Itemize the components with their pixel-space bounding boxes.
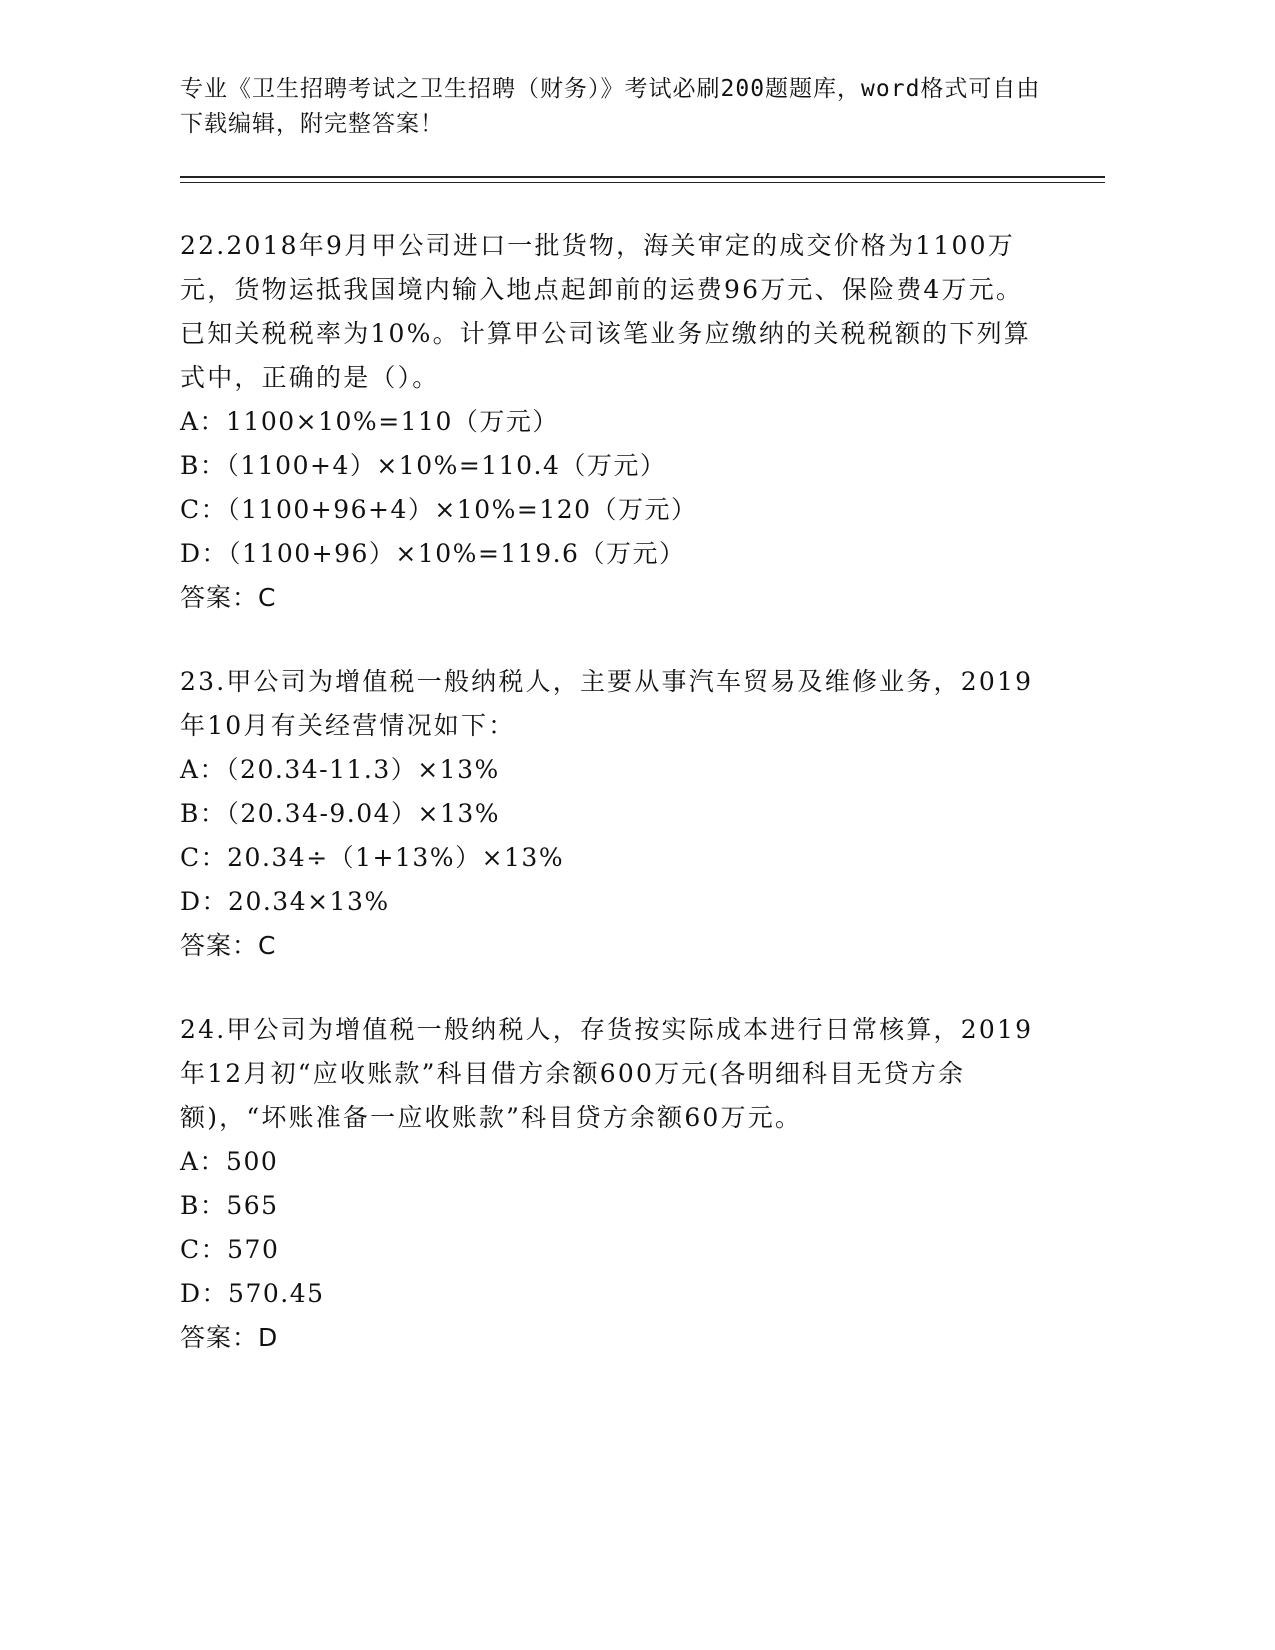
option-d: D：（1100+96）×10%=119.6（万元） [180,539,686,568]
option-c: C：570 [180,1235,280,1264]
question-stem: 24.甲公司为增值税一般纳税人，存货按实际成本进行日常核算，2019年12月初“应收账款”科目借方余额600万元(各明细科目无贷方余额)，“坏账准备一应收账款”科目贷方余额60万元。 [180,1015,1034,1132]
option-a: A：1100×10%=110（万元） [180,407,559,436]
option-b: B：（1100+4）×10%=110.4（万元） [180,451,667,480]
option-a: A：500 [180,1147,279,1176]
question-stem: 23.甲公司为增值税一般纳税人，主要从事汽车贸易及维修业务，2019年10月有关经营情况如下： [180,667,1034,740]
option-c: C：（1100+96+4）×10%=120（万元） [180,495,698,524]
question-stem: 22.2018年9月甲公司进口一批货物，海关审定的成交价格为1100万元，货物运抵我国境内输入地点起卸前的运费96万元、保险费4万元。已知关税税率为10%。计算甲公司该笔业务应缴纳的关税税额的下列算式中，正确的是（）。 [180,231,1031,392]
question-22 [180,224,1040,620]
option-b: B：（20.34-9.04）×13% [180,799,501,828]
option-d: D：20.34×13% [180,887,390,916]
answer-line: 答案：C [180,583,277,612]
question-24 [180,1008,1040,1360]
option-d: D：570.45 [180,1279,325,1308]
answer-line: 答案：C [180,931,277,960]
question-23 [180,660,1040,968]
header-divider-thick [180,176,1105,178]
header-divider-thin [180,182,1105,183]
document-header: 专业《卫生招聘考试之卫生招聘（财务）》考试必刷200题题库，word格式可自由下载编辑，附完整答案！ [180,76,1041,137]
answer-line: 答案：D [180,1323,279,1352]
option-b: B：565 [180,1191,279,1220]
option-a: A：（20.34-11.3）×13% [180,755,500,784]
option-c: C：20.34÷（1+13%）×13% [180,843,565,872]
